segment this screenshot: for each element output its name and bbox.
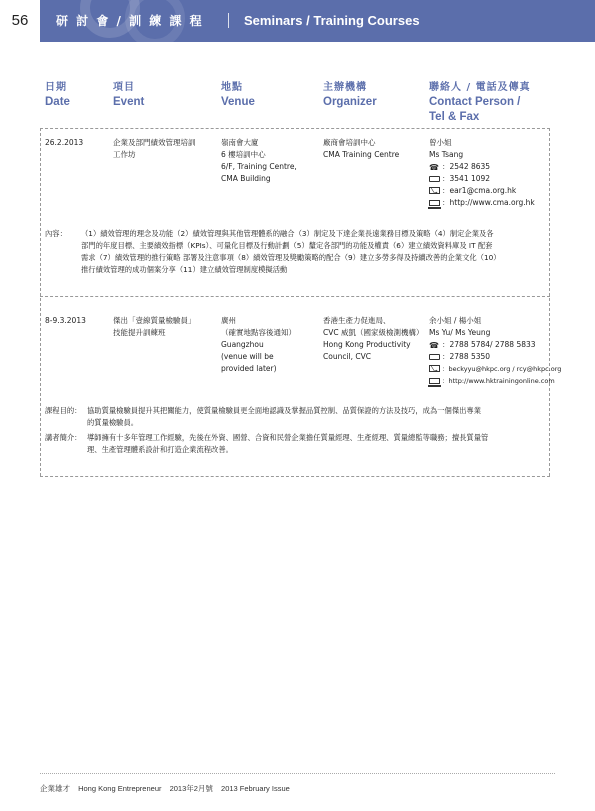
course-2-venue: 廣州 （確實地點容後通知） Guangzhou (venue will be provided later): [221, 316, 296, 373]
course-1-email[interactable]: ear1@cma.org.hk: [449, 186, 517, 195]
course-1-fax: 3541 1092: [449, 174, 491, 183]
phone-icon: ☎: [429, 341, 439, 350]
course-2-email[interactable]: beckyyu@hkpc.org / rcy@hkpc.org: [448, 365, 562, 373]
table-right-rule: [549, 128, 550, 476]
banner-divider: [228, 13, 229, 28]
course-2-date: 8-9.3.2013: [45, 316, 86, 325]
page-footer: [40, 783, 296, 794]
course-2-contact: 余小姐 / 楊小姐 Ms Yu/ Ms Yeung ☎ ：2788 5784/ 2788 5833 ：2788 5350 ：beckyyu@hkpc.org / rcy@hkpc.org ：http://www.hktrainingonline.com: [429, 316, 562, 385]
computer-icon: [429, 378, 440, 384]
course-1-event: 企業及部門績效管理培訓 工作坊: [113, 138, 196, 159]
table-bottom-rule: [40, 476, 550, 477]
course-2-objective: 課程目的： 協助質量檢驗員提升其把關能力，使質量檢驗員更全面地認識及掌握品質控制、品質保證的方法及技巧，成為一個傑出專業 的質量檢驗員。: [45, 406, 482, 427]
footer-magazine-en: Hong Kong Entrepreneur: [78, 784, 162, 793]
table-top-rule: [40, 128, 550, 129]
course-1-tel: 2542 8635: [449, 162, 491, 171]
course-2-speaker: 講者簡介： 導師擁有十多年管理工作經驗，先後在外資、國營、合資和民營企業擔任質量經理、生產經理、質量總監等職務；擅長質量管 理、生產管理體系設計和打造企業流程改善。: [45, 433, 489, 454]
column-heading-organizer: 主辦機構 Organizer: [323, 82, 377, 108]
course-1-date: 26.2.2013: [45, 138, 84, 147]
course-2-tel: 2788 5784/ 2788 5833: [449, 340, 536, 349]
column-heading-venue: 地點 Venue: [221, 82, 255, 108]
course-1-organizer: 廠商會培訓中心 CMA Training Centre: [323, 138, 400, 159]
column-heading-date: 日期 Date: [45, 82, 70, 108]
page-number: 56: [0, 0, 40, 42]
course-2-event: 傑出「壹線質量檢驗員」 技能提升訓練班: [113, 316, 196, 337]
fax-icon: [429, 354, 440, 360]
fax-icon: [429, 176, 440, 182]
computer-icon: [429, 200, 440, 206]
course-1-content: 內容： （1）績效管理的理念及功能（2）績效管理與其他管理體系的融合（3）制定及下達企業長遠業務目標及策略（4）制定企業及各 部門的年度目標、主要績效指標（KPIs）、可量化目標及行動計劃（5）釐定各部門的功能及權責（6）建立績效資料庫及 IT 配套 需求（7）績效管理的推行策略 部署及注意事項（8）績效管理及獎勵策略的配合（9）建立多勞多得及持續改善的企業文化（10） 推行績效管理的成功個案分享（11）建立績效管理制度模擬活動: [45, 229, 501, 274]
email-icon: [429, 187, 440, 194]
column-heading-event: 項目 Event: [113, 82, 145, 108]
banner-title-en: Seminars / Training Courses: [244, 13, 420, 28]
row-divider: [40, 296, 550, 297]
course-1-contact: 曾小姐 Ms Tsang ☎ ：2542 8635 ：3541 1092 ：ear1@cma.org.hk ：http://www.cma.org.hk: [429, 138, 535, 207]
footer-magazine-zh: 企業雄才: [40, 784, 70, 793]
course-1-website[interactable]: http://www.cma.org.hk: [449, 198, 535, 207]
phone-icon: ☎: [429, 163, 439, 172]
footer-issue-en: 2013 February Issue: [221, 784, 290, 793]
column-heading-contact: 聯絡人 / 電話及傳真 Contact Person / Tel & Fax: [429, 82, 531, 123]
table-left-rule: [40, 128, 41, 476]
footer-rule: [40, 773, 555, 774]
course-2-organizer: 香港生產力促進局、 CVC 威凱（國家級檢測機構） Hong Kong Productivity Council, CVC: [323, 316, 424, 361]
course-1-venue: 嶺南會大廈 6 樓培訓中心 6/F, Training Centre, CMA Building: [221, 138, 297, 183]
course-2-fax: 2788 5350: [449, 352, 491, 361]
section-banner: [40, 0, 595, 42]
banner-title-zh: 研 討 會 / 訓 練 課 程: [56, 14, 204, 28]
course-2-website[interactable]: http://www.hktrainingonline.com: [448, 377, 555, 385]
email-icon: [429, 365, 440, 372]
footer-issue-zh: 2013年2月號: [169, 784, 213, 793]
